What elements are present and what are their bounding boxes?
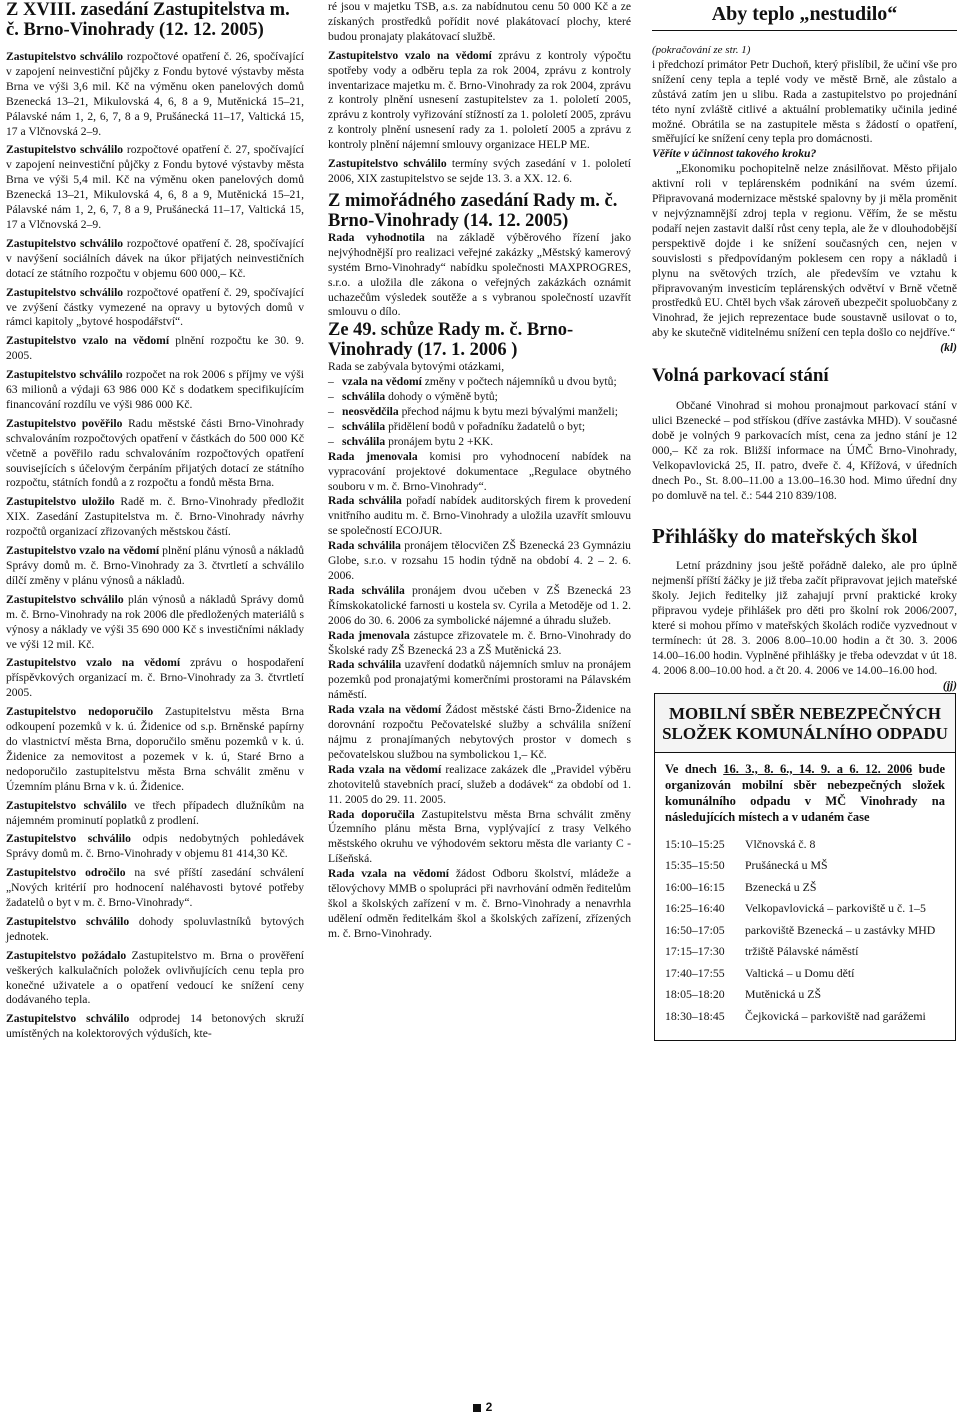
item-lead: vzala na vědomí (342, 375, 422, 389)
council-decisions (328, 450, 631, 942)
resolution-paragraph (6, 368, 304, 413)
schedule-time: 15:35–15:50 (665, 858, 725, 873)
resolution-paragraph (6, 143, 304, 232)
resolution-paragraph (6, 286, 304, 331)
resolution-lead: Rada jmenovala (328, 628, 410, 642)
resolution-lead: Zastupitelstvo uložilo (6, 495, 115, 509)
resolution-lead: Zastupitelstvo schválilo (6, 832, 131, 846)
schedule-place: parkoviště Bzenecká – u zastávky MHD (745, 922, 936, 937)
schedule-time: 18:30–18:45 (665, 1008, 725, 1023)
resolution-lead: Zastupitelstvo schválilo (6, 914, 130, 928)
resolution-text: rozpočet na rok 2006 s příjmy ve výši 63 milionů a výdaji 63 986 000 Kč s dodatkem specifikujícím financování rozdílu ve výši 986 000 Kč. (6, 368, 304, 411)
resolution-text: zprávu o hospodaření příspěvkových organizací m. č. Brno-Vinohrady za 3. čtvrtletí 2005. (6, 656, 304, 700)
schedule-place: Velkopavlovická – parkoviště u č. 1–5 (745, 901, 926, 916)
resolution-text: Zastupitelstvo m. Brna o prověření veškerých kalkulačních položek ovlivňujících cenu tepla pro konečné uživatele a o opatření vedoucí ke snížení ceny dodávaného tepla. (6, 948, 305, 1007)
resolution-paragraph (328, 231, 631, 320)
resolution-paragraph (328, 763, 631, 808)
resolution-text: na své příští zasedání schválení „Nových kritérií pro hodnocení naléhavosti bytové potřeby žadatelů o byt v m. č. Brno-Vinohrady“. (6, 866, 304, 910)
resolution-text: rozpočtové opatření č. 28, spočívající v navýšení sociálních dávek na úkor přijatých neinvestičních dotací ze státního rozpočtu v objemu 600 000,– Kč. (6, 236, 304, 280)
resolution-paragraph (328, 658, 631, 703)
article-title-parkovani: Volná parkovací stání (652, 365, 829, 387)
schedule-row (665, 858, 945, 874)
resolution-text: pronájem tělocvičen ZŠ Bzenecká 23 Gymnáziu Globe, s.r.o. v rozsahu 15 hodin týdně na období 4. 2 – 2. 6. 2006. (328, 539, 631, 582)
schedule-time: 17:40–17:55 (665, 965, 725, 980)
extraordinary-session-body (328, 231, 631, 320)
resolution-lead: Rada schválila (328, 583, 405, 597)
resolution-text: plán výnosů a nákladů Správy domů m. č. Brno-Vinohrady na rok 2006 dle předložených materiálů s výnosy a náklady ve výši 35 690 000 Kč s investičními náklady ve výši 12 mil. Kč. (6, 592, 304, 651)
resolution-paragraph (6, 866, 304, 911)
resolution-paragraph (6, 656, 304, 701)
resolution-text: Zastupitelstvu města Brna odkoupení pozemků v k. ú. Židenice od s.p. Brněnské papírny do vlastnictví města Brna, doporučilo směnu pozemků v k. ú. Židenice za nemovitost a pozemek v k. ú, Staré Brno a nedoporučilo zastupitelstvu města Brna schválit změnu v Územním plánu Brna v k. ú. Židenice. (6, 705, 304, 793)
resolution-text: rozpočtové opatření č. 29, spočívající ve zvýšení částky vymezené na opravy u bytových domů v rámci kapitoly „bytové hospodářství“. (6, 285, 304, 329)
resolution-paragraph (328, 539, 631, 584)
article-title-prihlasky: Přihlášky do mateřských škol (652, 524, 918, 549)
resolution-paragraph (6, 705, 304, 794)
schedule-row (665, 923, 945, 939)
resolution-text: odprodej 14 betonových skruží umístěných na kolektorových výduších, kte- (6, 1012, 304, 1041)
resolution-text: plnění plánu výnosů a nákladů Správy domů m. č. Brno-Vinohrady za 3. čtvrtletí a schválilo dílčí změny v plánu výnosů a nákladů. (6, 544, 305, 587)
schedule-time: 15:10–15:25 (665, 836, 725, 851)
resolution-paragraph (6, 949, 304, 1009)
resolution-paragraph (328, 808, 631, 868)
resolution-lead: Zastupitelstvo nedoporučilo (6, 705, 154, 719)
item-text: dohody o výměně bytů; (385, 390, 498, 404)
resolution-lead: Rada schválila (328, 539, 401, 553)
article-title-zastupitelstvo: Z XVIII. zasedání Zastupitelstva m. č. Brno-Vinohrady (12. 12. 2005) (6, 0, 290, 40)
resolution-lead: Zastupitelstvo schválilo (6, 1012, 130, 1026)
item-text: přechod nájmu k bytu mezi bývalými manželi; (398, 405, 618, 419)
list-item (328, 405, 631, 420)
interview-question: Věříte v účinnost takového kroku? (652, 147, 817, 161)
resolution-paragraph (6, 544, 304, 589)
resolution-paragraph (6, 832, 304, 862)
page-footer (0, 1400, 960, 1414)
resolution-lead: Zastupitelstvo schválilo (6, 50, 124, 63)
resolution-text: rozpočtové opatření č. 26, spočívající v zapojení neinvestiční půjčky z Fondu bytové výstavby města Brna ve výši 3,6 mil. Kč na výměnu oken panelových domů Bzenecká 13–21, Mikulovská 4, 6, 8 a 9, Mutěnická 15–21, Pálavské nám 1, 2, 6, 7, 8 a 9, Prušánecká 11–17, Valtická 15, 17 a Vlčnovská 2–9. (6, 50, 304, 138)
resolution-paragraph (328, 703, 631, 763)
schedule-place: Vlčnovská č. 8 (745, 836, 816, 851)
list-item (328, 375, 631, 390)
article-paragraph (652, 162, 957, 355)
list-item (328, 390, 631, 405)
schedule-row (665, 987, 945, 1003)
continuation-note: (pokračování ze str. 1) (652, 44, 751, 56)
square-icon (473, 1404, 481, 1412)
schedule-row (665, 966, 945, 982)
resolution-paragraph (6, 593, 304, 653)
housing-decisions-list (328, 375, 631, 450)
article-paragraph: Občané Vinohrad si mohou pronajmout parkovací stání v ulici Bzenecké – pod střískou (dříve zastávka MHD). V současné době je volných 9 parkovacích míst, cena za jedno stání je 12 000,– Kč za rok. Bližší informace na ÚMČ Brno-Vinohrady, Velkopavlovická 25, II. patro, dveře č. 4, Křížová, v úředních dnech Po., St. 8.00–11.00 a 13.00–16.30 hod. Mimo úřední dny po domluvě na tel. č.: 544 210 839/108. (652, 399, 957, 502)
resolution-lead: Zastupitelstvo schválilo (6, 236, 124, 250)
page-number: 2 (485, 1400, 493, 1414)
resolution-paragraph (328, 49, 631, 153)
item-text: přidělení bodů v pořadníku žadatelů o byt; (385, 419, 586, 433)
article-paragraph: i předchozí primátor Petr Duchoň, který přislíbil, že učiní vše pro snížení ceny tepla a teplé vody ve městě Brně, ale zůstalo a zůstává zatím jen u slibu. Rada a zastupitelstvo po projednání této nyní zvláště citlivé a aktuální problematiky učinila jediné možné. Obrátila se na zastupitele města s žádostí o opatření, směřující ke snížení ceny tepla pro domácnosti. (652, 57, 957, 146)
schedule-place: Mutěnická u ZŠ (745, 987, 822, 1002)
section-intro: Rada se zabývala bytovými otázkami, (328, 360, 505, 374)
resolution-text: termíny svých zasedání v 1. pololetí 2006, XIX zastupitelstvo se sejde 13. 3. a XX. 12. 6. (328, 157, 631, 185)
resolution-text: Žádost městské části Brno-Židenice na dorovnání rozpočtu Pečovatelské služby a schválila snížení nájmu z pronajímaných nebytových prostor v domech s pečovatelskou službou na symbolickou 1,– Kč. (328, 703, 631, 761)
resolution-paragraph (6, 237, 304, 282)
resolution-lead: Rada vzala na vědomí (328, 762, 442, 776)
schedule-row (665, 1009, 945, 1025)
schedule-place: Valtická – u Domu dětí (745, 965, 855, 980)
resolution-text: na základě výběrového řízení jako nejvýhodnější pro realizaci veřejné zakázky „Městský kamerový systém Brno-Vinohrady“ nabídku společnosti MAXPROGRES, s.r.o. a uložila dle zákona o veřejných zakázkách oznámit uchazečům výsledek soutěže a s vybranou společností uzavřít smlouvu o dílo. (328, 230, 631, 319)
resolution-text: Zastupitelstvu města Brna schválit změny Územního plánu města Brna, vyplývající z trasy Velkého městského okruhu ve výhodovém sektoru města dle varianty C - Líšeňská. (328, 807, 631, 866)
schedule-place: tržiště Pálavské náměstí (745, 944, 859, 959)
resolution-paragraph (6, 799, 304, 829)
resolution-paragraph (328, 867, 631, 942)
item-lead: schválila (342, 434, 386, 448)
schedule-place: Prušánecká u MŠ (745, 858, 828, 873)
resolution-lead: Rada schválila (328, 494, 402, 508)
article-title-49-schuze: Ze 49. schůze Rady m. č. Brno-Vinohrady (17. 1. 2006 ) (328, 320, 574, 361)
resolution-lead: Zastupitelstvo schválilo (6, 285, 124, 299)
item-text: změny v počtech nájemníků u dvou bytů; (421, 375, 617, 389)
schedule-time: 16:00–16:15 (665, 879, 725, 894)
resolution-text: realizace zakázek dle „Pravidel výběru zhotovitelů stavebních prací, služeb a dodávek“ za období od 1. 11. 2005 do 29. 11. 2005. (328, 762, 631, 806)
schedule-row (665, 837, 945, 853)
author-signature: (kl) (940, 341, 957, 355)
resolution-text: žádost Odboru školství, mládeže a tělovýchovy MMB o spolupráci při navrhování odměn ředitelům škol a školských zařízení v m. č. Brno-Vinohrady a nenavrhla udělení odměn ředitelkám škol a školských zařízení, zřízených m. č. Brno-Vinohrady. (328, 867, 631, 940)
schedule-time: 18:05–18:20 (665, 987, 725, 1002)
resolution-lead: Zastupitelstvo požádalo (6, 948, 127, 962)
resolution-text: zprávu z kontroly výpočtu spotřeby vody a odběru tepla za rok 2004, zprávu z kontroly inventarizace majetku m. č. Brno-Vinohrady za rok 2004, zprávu z kontroly plnění usnesení zastupitelstev za 1. pololetí 2005, zprávu z kontroly vyřizování stížností za 1. pololetí 2005, zprávu z kontroly plnění usnesení rady za 1. pololetí 2005 a zprávu z kontroly plnění nájemní smlouvy organizace HELP ME. (328, 48, 631, 152)
resolution-lead: Zastupitelstvo schválilo (6, 143, 124, 157)
item-lead: schválila (342, 390, 386, 404)
schedule-place: Bzenecká u ZŠ (745, 879, 817, 894)
resolution-text: odpis nedobytných pohledávek Správy domů m. č. Brno-Vinohrady v objemu 81 414,30 Kč. (6, 832, 304, 861)
resolution-paragraph (6, 495, 304, 540)
resolution-paragraph (6, 915, 304, 945)
column-right (652, 0, 957, 1041)
box-intro (665, 761, 945, 825)
schedule-place: Čejkovická – parkoviště nad garážemi (745, 1008, 926, 1023)
resolutions-list (6, 50, 304, 1042)
resolution-lead: Rada vzala na vědomí (328, 703, 442, 717)
resolution-paragraph (328, 629, 631, 659)
schedule-row (665, 944, 945, 960)
resolution-text: Radu městské části Brno-Vinohrady schvalováním rozpočtových opatření v částkách do 500 000 Kč včetně a pověřilo radu schvalováním rozpočtových opatření souvisejících s účelovým čerpáním přijatých dotací ze státního rozpočtu, státních fondů a z rozpočtu a fondů města Brna. (6, 416, 304, 490)
collection-schedule (665, 837, 945, 1025)
resolution-lead: Zastupitelstvo vzalo na vědomí (328, 48, 492, 62)
resolution-text: dohody spoluvlastníků bytových jednotek. (6, 914, 304, 943)
resolution-text: ve třech případech dlužníkům na nájemném prominutí poplatků z prodlení. (6, 798, 304, 827)
column-left (6, 0, 304, 1046)
resolution-paragraph (328, 494, 631, 539)
resolution-paragraph (6, 417, 304, 492)
resolution-paragraph (328, 157, 631, 187)
resolution-text: ré jsou v majetku TSB, a.s. za nabídnutou cenu 50 000 Kč a ze získaných prostředků pořídit nové plakátovací plochy, které budou pronajaty plakátovací službě. (328, 0, 631, 43)
resolution-text: Radě m. č. Brno-Vinohrady předložit XIX. Zasedání Zastupitelstva m. č. Brno-Vinohrady návrhy rozpočtů organizací zřizovaných městskou částí. (6, 495, 304, 539)
collection-dates: 16. 3., 8. 6., 14. 9. a 6. 12. 2006 (723, 761, 913, 776)
schedule-time: 16:25–16:40 (665, 901, 725, 916)
resolution-lead: Zastupitelstvo schválilo (6, 592, 124, 606)
resolution-text: plnění rozpočtu ke 30. 9. 2005. (6, 334, 304, 363)
list-item (328, 420, 631, 435)
resolution-text: zástupce zřizovatele m. č. Brno-Vinohrady do Školské rady ZŠ Bzenecká 23 a ZŠ Mutěnická 23. (328, 628, 631, 657)
paragraph-text: „Ekonomiku pochopitelně nelze znásilňovat. Město přijalo aktivní roli v teplárenském podnikání na svém území. Připravovaná modernizace městské spalovny by ji měla proměnit v nejvýznamnější zdroj tepla v regionu. Věřím, že se městu podaří nejen zastavit další růst ceny tepla, ale že v dlouhodobější perspektivě dojde i ke snížení současných cen, nejen v souvislosti s předpovídaným poklesem cen ropy a nákladů i plynu na světových trzích, ale především ve vztahu k připravovaným investicím teplárenských odvětví v Brně včetně prostředků EU. Chtěl bych však zároveň ubezpečit spoluobčany z Vinohrad, že jejich reprezentace bude soustavně usilovat o to, aby ke skutečně viditelnému snížení cen tepla došlo co nejdříve.“ (652, 162, 957, 340)
resolution-lead: Zastupitelstvo schválilo (6, 798, 127, 812)
article-paragraph (652, 559, 957, 692)
resolution-lead: Zastupitelstvo vzalo na vědomí (6, 544, 160, 558)
schedule-time: 17:15–17:30 (665, 944, 725, 959)
intro-text: Ve dnech (665, 761, 724, 776)
resolution-text: uzavření dodatků nájemních smluv na pronájem pozemků pod pronajatými komerčními prostorami na Pálavském náměstí. (328, 658, 631, 702)
resolution-paragraph (6, 50, 304, 139)
continued-resolutions (328, 0, 631, 187)
resolution-lead: Rada vyhodnotila (328, 230, 425, 244)
resolution-paragraph (328, 584, 631, 629)
resolution-text: rozpočtové opatření č. 27, spočívající v zapojení neinvestiční půjčky z Fondu bytové výstavby města Brna ve výši 5,4 mil. Kč na výměnu oken panelových domů Bzenecká 13–21, Mikulovská 4, 6, 8 a 9, Mutěnická 15–21, Pálavské nám 1, 2, 6, 7, 8 a 9, Prušánecká 11–17, Valtická 15, 17 a Vlčnovská 2–9. (6, 143, 304, 231)
waste-collection-box (654, 693, 956, 1042)
resolution-lead: Zastupitelstvo vzalo na vědomí (6, 334, 170, 348)
box-title: MOBILNÍ SBĚR NEBEZPEČNÝCH SLOŽEK KOMUNÁLNÍHO ODPADU (655, 694, 955, 753)
resolution-lead: Zastupitelstvo schválilo (328, 157, 447, 171)
resolution-paragraph (6, 334, 304, 364)
resolution-lead: Zastupitelstvo vzalo na vědomí (6, 656, 181, 670)
article-title-teplo: Aby teplo „nestudilo“ (652, 0, 957, 31)
resolution-text: komisi pro vyhodnocení nabídek na vypracování projektové dokumentace „Regulace obytného souboru v m. č. Brno-Vinohrady“. (328, 449, 631, 493)
resolution-lead: Zastupitelstvo pověřilo (6, 416, 123, 430)
list-item (328, 435, 631, 450)
schedule-time: 16:50–17:05 (665, 922, 725, 937)
resolution-lead: Rada doporučila (328, 807, 415, 821)
resolution-paragraph (328, 0, 631, 45)
resolution-lead: Rada schválila (328, 658, 402, 672)
item-text: pronájem bytu 2 +KK. (385, 434, 494, 448)
resolution-lead: Rada vzala na vědomí (328, 867, 450, 881)
resolution-paragraph (328, 450, 631, 495)
column-middle (328, 0, 631, 942)
resolution-lead: Rada jmenovala (328, 449, 418, 463)
author-signature: (jj) (942, 678, 957, 692)
resolution-text: pořadí nabídek auditorských firem k provedení vnitřního auditu m. č. Brno-Vinohrady a uložila uzavřít smlouvu se společností ECOJUR. (328, 494, 631, 538)
schedule-row (665, 901, 945, 917)
item-lead: neosvědčila (342, 405, 399, 419)
resolution-text: pronájem dvou učeben v ZŠ Bzenecká 23 Římskokatolické farnosti u kostela sv. Cyrila a Metoděje od 1. 2. 2006 do 30. 6. 2006 za symbolické nájemné a úhradu služeb. (328, 583, 631, 627)
article-title-mimoradne-zasedani: Z mimořádného zasedání Rady m. č. Brno-Vinohrady (14. 12. 2005) (328, 190, 618, 231)
paragraph-text: Letní prázdniny jsou ještě pořádně daleko, ale pro úplně nejmenší příští žáčky je již třeba začít připravovat jejich mateřské školy. Jejich ředitelky již zahajují první praktické kroky připravou vydeje přihlášek pro děti pro školní rok 2006/2007, které si mohou přímo v mateřských školách rodiče vyzvednout v termínech: út 28. 3. 2006 8.00–10.00 hodin a čt 30. 3. 2006 14.00–16.00 hodin. Vyplněné přihlášky je třeba odevzdat v út 18. 4. 2006 8.00–10.00 hod. a čt 20. 4. 2006 ve 14.00–16.00 hod. (652, 559, 957, 677)
resolution-paragraph (6, 1012, 304, 1042)
item-lead: schválila (342, 419, 386, 433)
resolution-lead: Zastupitelstvo schválilo (6, 368, 123, 382)
resolution-lead: Zastupitelstvo odročilo (6, 866, 126, 880)
schedule-row (665, 880, 945, 896)
intro-text: bude organizován mobilní sběr nebezpečných složek komunálního odpadu v MČ Vinohrady na následujících místech a v udaném čase (665, 761, 946, 824)
